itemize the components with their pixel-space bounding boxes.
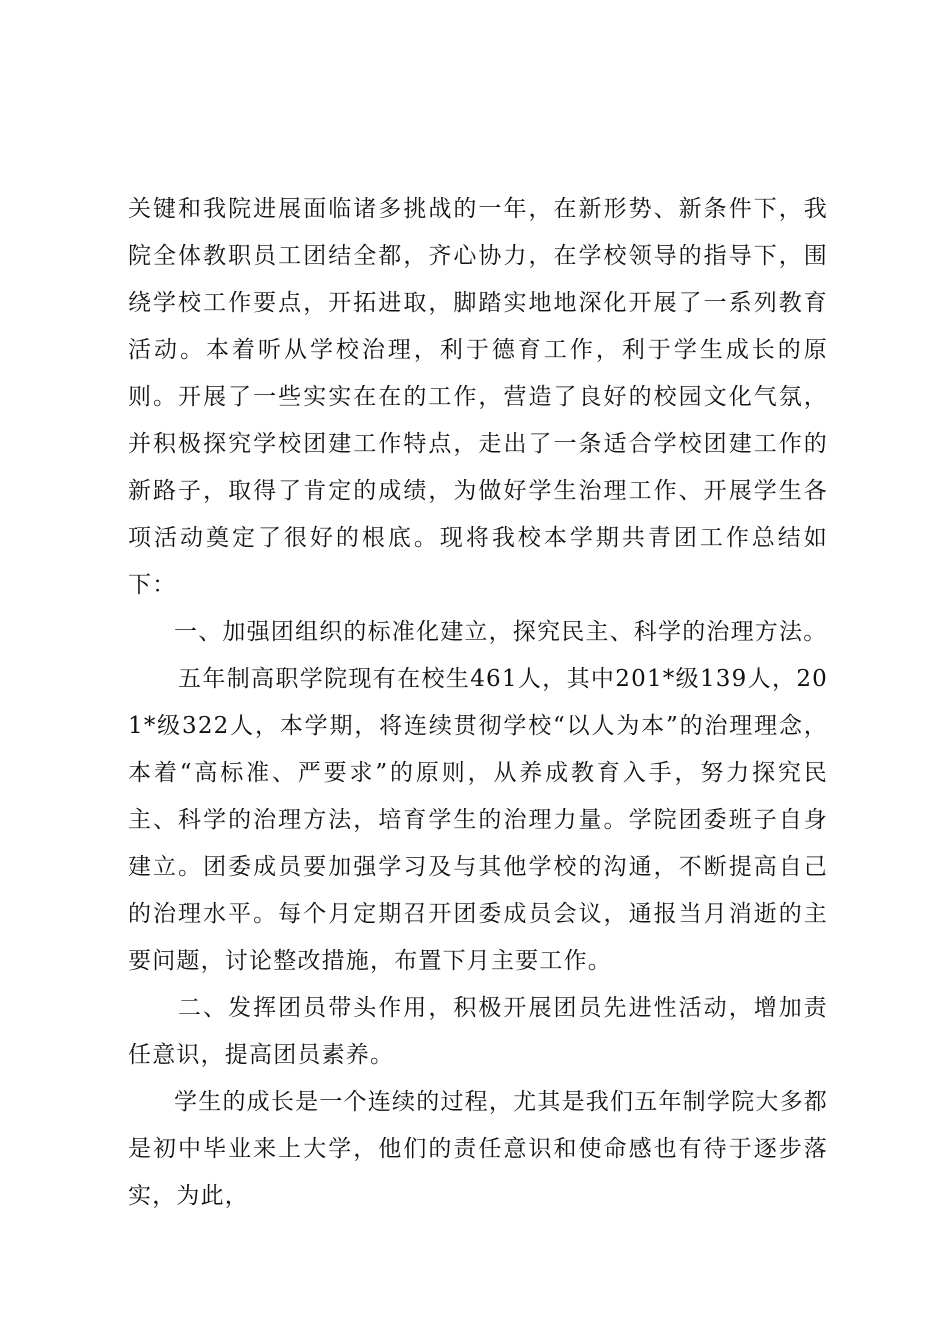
- document-body: [128, 186, 828, 1220]
- body-paragraph: 五年制高职学院现有在校生461人，其中201*级139人，201*级322人，本学期，将连续贯彻学校“以人为本”的治理理念，本着“高标准、严要求”的原则，从养成教育入手，努力探究民主、科学的治理方法，培育学生的治理力量。学院团委班子自身建立。团委成员要加强学习及与其他学校的沟通，不断提高自己的治理水平。每个月定期召开团委成员会议，通报当月消逝的主要问题，讨论整改措施，布置下月主要工作。: [128, 666, 828, 974]
- body-paragraph: 关键和我院进展面临诸多挑战的一年，在新形势、新条件下，我院全体教职员工团结全都，齐心协力，在学校领导的指导下，围绕学校工作要点，开拓进取，脚踏实地地深化开展了一系列教育活动。本着听从学校治理，利于德育工作，利于学生成长的原则。开展了一些实实在在的工作，营造了良好的校园文化气氛，并积极探究学校团建工作特点，走出了一条适合学校团建工作的新路子，取得了肯定的成绩，为做好学生治理工作、开展学生各项活动奠定了很好的根底。现将我校本学期共青团工作总结如下：: [128, 196, 828, 598]
- body-paragraph: 学生的成长是一个连续的过程，尤其是我们五年制学院大多都是初中毕业来上大学，他们的责任意识和使命感也有待于逐步落实，为此，: [128, 1089, 828, 1209]
- section-heading: 二、发挥团员带头作用，积极开展团员先进性活动，增加责任意识，提高团员素养。: [128, 995, 828, 1068]
- section-heading: 一、加强团组织的标准化建立，探究民主、科学的治理方法。: [174, 619, 828, 645]
